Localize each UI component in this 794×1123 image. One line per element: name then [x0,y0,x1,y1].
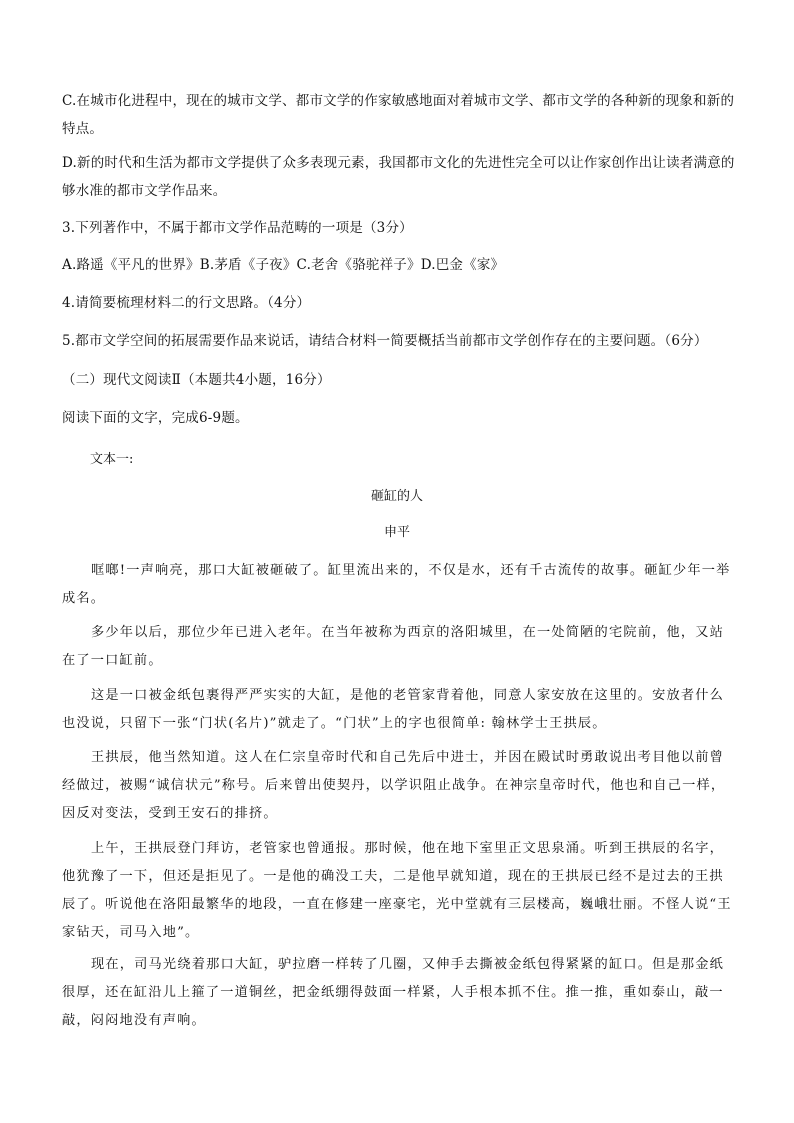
story-title: 砸缸的人 [370,489,423,504]
story-paragraph: 这是一口被金纸包裹得严严实实的大缸，是他的老管家背着他，同意人家安放在这里的。安放者什么也没说，只留下一张“门状(名片)”就走了。“门状”上的字也很简单: 翰林学士王拱辰。 [62,688,725,731]
story-paragraph: 哐啷!一声响亮，那口大缸被砸破了。缸里流出来的，不仅是水，还有千古流传的故事。砸缸少年一举成名。 [62,563,731,606]
reading-instruction: 阅读下面的文字，完成6-9题。 [62,410,249,426]
story-paragraph: 王拱辰，他当然知道。这人在仁宗皇帝时代和自己先后中进士，并因在殿试时勇敢说出考目他以前曾经做过，被赐“诚信状元”称号。后来曾出使契丹，以学识阻止战争。在神宗皇帝时代，他也和自己一样，因反对变法，受到王安石的排挤。 [62,750,726,821]
story-paragraph: 上午，王拱辰登门拜访，老管家也曾通报。那时候，他在地下室里正文思泉涌。听到王拱辰的名字，他犹豫了一下，但还是拒见了。一是他的确没工夫，二是他早就知道，现在的王拱辰已经不是过去的王拱辰了。听说他在洛阳最繁华的地段，一直在修建一座豪宅，光中堂就有三层楼高，巍峨壮丽。不怪人说“王家钻天，司马入地”。 [62,841,732,940]
story-author: 申平 [383,525,410,540]
section-heading: （二）现代文阅读Ⅱ（本题共4小题，16分） [62,372,331,388]
question-4: 4.请简要梳理材料二的行文思路。（4分） [62,295,311,311]
option-d: D.新的时代和生活为都市文学提供了众多表现元素，我国都市文化的先进性完全可以让作家创作出让读者满意的够水准的都市文学作品来。 [62,155,735,199]
text-label: 文本一: [90,452,134,467]
story-paragraph: 多少年以后，那位少年已进入老年。在当年被称为西京的洛阳城里，在一处简陋的宅院前，他，又站在了一口缸前。 [62,625,725,668]
question-5: 5.都市文学空间的拓展需要作品来说话，请结合材料一简要概括当前都市文学创作存在的主要问题。（6分） [62,333,708,349]
option-c: C.在城市化进程中，现在的城市文学、都市文学的作家敏感地面对着城市文学、都市文学的各种新的现象和新的特点。 [62,93,735,137]
question-3-options: A.路遥《平凡的世界》B.茅盾《子夜》C.老舍《骆驼祥子》D.巴金《家》 [62,257,505,273]
story-paragraph: 现在，司马光绕着那口大缸，驴拉磨一样转了几圈，又伸手去撕被金纸包得紧紧的缸口。但是那金纸很厚，还在缸沿儿上箍了一道铜丝，把金纸绷得鼓面一样紧，人手根本抓不住。推一推，重如泰山，敲一敲，闷闷地没有声响。 [62,957,725,1028]
question-3: 3.下列著作中，不属于都市文学作品范畴的一项是（3分） [62,220,413,236]
